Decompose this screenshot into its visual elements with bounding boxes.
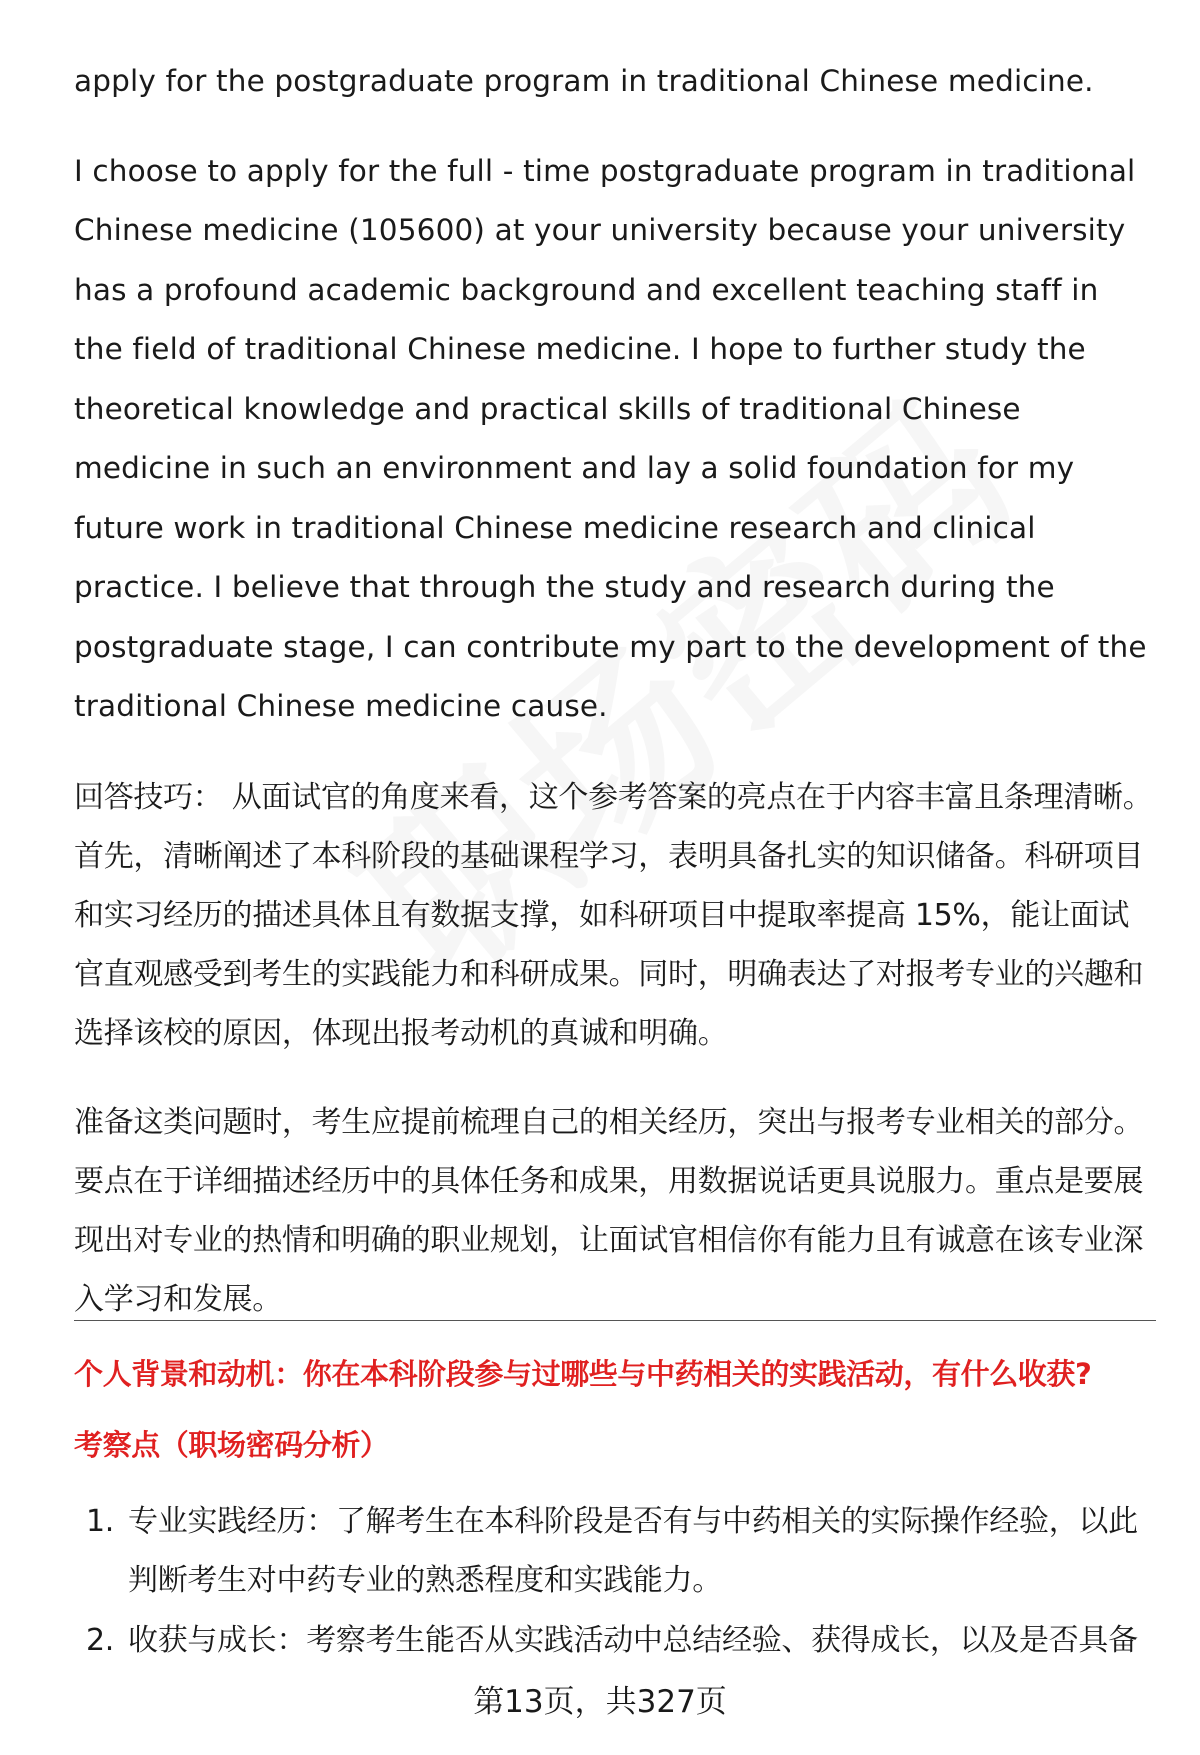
list-item-text: 收获与成长：考察考生能否从实践活动中总结经验、获得成长，以及是否具备 <box>128 1623 1138 1658</box>
section-divider <box>74 1320 1156 1321</box>
list-item-number: 2. <box>86 1623 115 1658</box>
answer-tips-paragraph: 回答技巧： 从面试官的角度来看，这个参考答案的亮点在于内容丰富且条理清晰。首先，清晰阐述了本科阶段的基础课程学习，表明具备扎实的知识储备。科研项目和实习经历的描述具体且有数据支撑，如科研项目中提取率提高 15%，能让面试官直观感受到考生的实践能力和科研成果。同时，明确表达了对报考专业的兴趣和选择该校的原因，体现出报考动机的真诚和明确。 <box>74 779 1153 1051</box>
list-item-text: 专业实践经历：了解考生在本科阶段是否有与中药相关的实际操作经验，以此判断考生对中药专业的熟悉程度和实践能力。 <box>128 1504 1138 1598</box>
list-item <box>74 1611 1156 1670</box>
list-item-number: 1. <box>86 1504 115 1539</box>
body-content <box>74 52 1156 1329</box>
list-item <box>74 1492 1156 1610</box>
page-number-footer: 第13页，共327页 <box>473 1684 727 1720</box>
english-paragraph-2: I choose to apply for the full - time postgraduate program in traditional Chinese medicine (105600) at your university because your university has a profound academic background and excellent teaching staff in the field of traditional Chinese medicine. I hope to further study the theoretical knowledge and practical skills of traditional Chinese medicine in such an environment and lay a solid foundation for my future work in traditional Chinese medicine research and clinical practice. I believe that through the study and research during the postgraduate stage, I can contribute my part to the development of the traditional Chinese medicine cause. <box>74 153 1147 723</box>
english-paragraph-1: apply for the postgraduate program in traditional Chinese medicine. <box>74 64 1094 98</box>
preparation-advice-paragraph: 准备这类问题时，考生应提前梳理自己的相关经历，突出与报考专业相关的部分。要点在于详细描述经历中的具体任务和成果，用数据说话更具说服力。重点是要展现出对专业的热情和明确的职业规划，让面试官相信你有能力且有诚意在该专业深入学习和发展。 <box>74 1104 1144 1317</box>
analysis-list <box>74 1492 1156 1670</box>
analysis-heading: 考察点（职场密码分析） <box>74 1428 389 1462</box>
question-heading: 个人背景和动机：你在本科阶段参与过哪些与中药相关的实践活动，有什么收获? <box>74 1357 1092 1391</box>
